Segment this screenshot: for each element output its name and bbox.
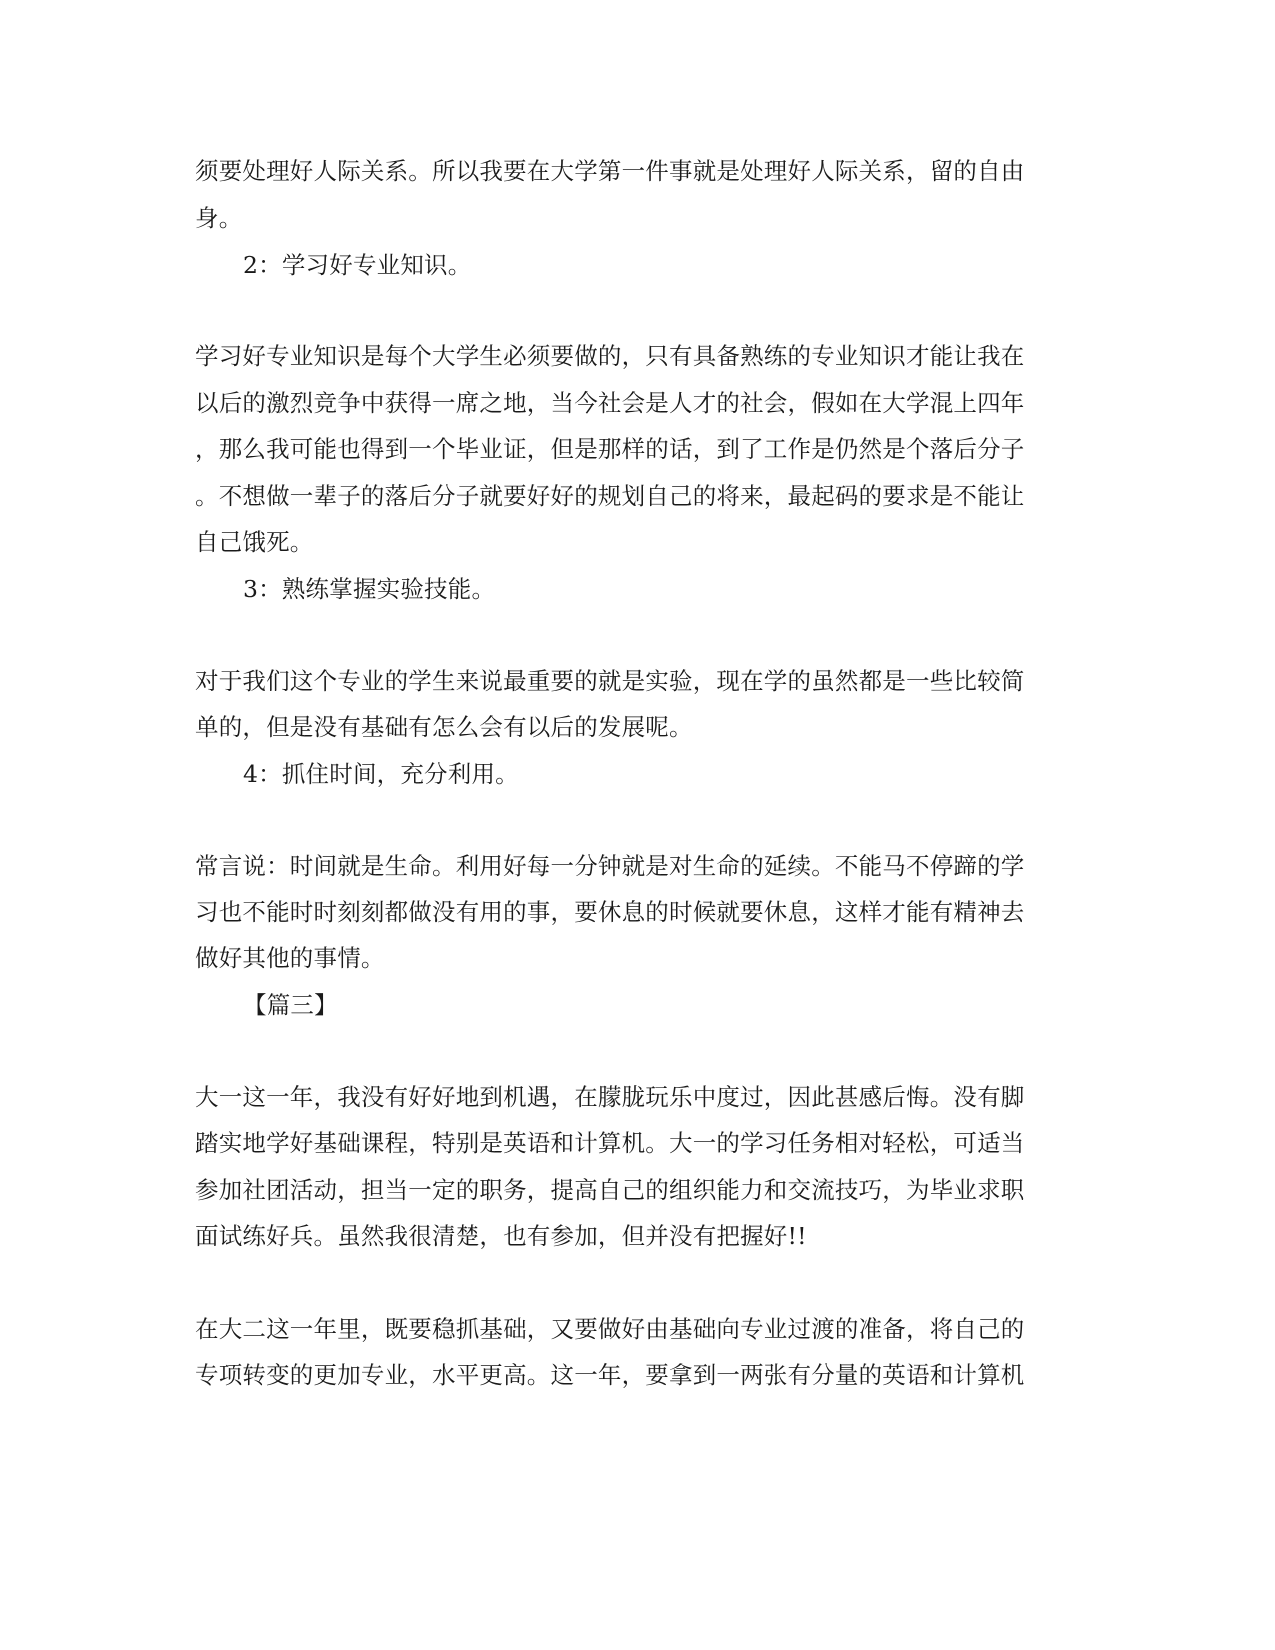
paragraph-line: 单的，但是没有基础有怎么会有以后的发展呢。	[195, 713, 693, 741]
paragraph-line: 身。	[195, 204, 243, 232]
paragraph-line: 参加社团活动，担当一定的职务，提高自己的组织能力和交流技巧，为毕业求职	[195, 1176, 1025, 1204]
paragraph-line: 须要处理好人际关系。所以我要在大学第一件事就是处理好人际关系，留的自由	[195, 157, 1025, 185]
paragraph-line: 大一这一年，我没有好好地到机遇，在朦胧玩乐中度过，因此甚感后悔。没有脚	[195, 1083, 1025, 1111]
paragraph-line: 常言说：时间就是生命。利用好每一分钟就是对生命的延续。不能马不停蹄的学	[195, 852, 1025, 880]
list-item-heading: 4：抓住时间，充分利用。	[243, 760, 519, 788]
paragraph-line: 在大二这一年里，既要稳抓基础，又要做好由基础向专业过渡的准备，将自己的	[195, 1315, 1025, 1343]
section-heading: 【篇三】	[243, 991, 338, 1019]
paragraph-line: 踏实地学好基础课程，特别是英语和计算机。大一的学习任务相对轻松，可适当	[195, 1129, 1025, 1157]
paragraph-line: 学习好专业知识是每个大学生必须要做的，只有具备熟练的专业知识才能让我在	[195, 342, 1025, 370]
paragraph-line: 自己饿死。	[195, 528, 314, 556]
paragraph-line: 习也不能时时刻刻都做没有用的事，要休息的时候就要休息，这样才能有精神去	[195, 898, 1025, 926]
paragraph-line: 对于我们这个专业的学生来说最重要的就是实验，现在学的虽然都是一些比较简	[195, 667, 1025, 695]
paragraph-line: ，那么我可能也得到一个毕业证，但是那样的话，到了工作是仍然是个落后分子	[195, 435, 1025, 463]
paragraph-line: 以后的激烈竞争中获得一席之地，当今社会是人才的社会，假如在大学混上四年	[195, 389, 1025, 417]
paragraph-line: 做好其他的事情。	[195, 944, 385, 972]
list-item-heading: 3：熟练掌握实验技能。	[243, 575, 496, 603]
paragraph-line: 专项转变的更加专业，水平更高。这一年，要拿到一两张有分量的英语和计算机	[195, 1361, 1025, 1389]
list-item-heading: 2：学习好专业知识。	[243, 251, 472, 279]
paragraph-line: 面试练好兵。虽然我很清楚，也有参加，但并没有把握好!!	[195, 1222, 807, 1250]
paragraph-line: 。不想做一辈子的落后分子就要好好的规划自己的将来，最起码的要求是不能让	[195, 482, 1025, 510]
